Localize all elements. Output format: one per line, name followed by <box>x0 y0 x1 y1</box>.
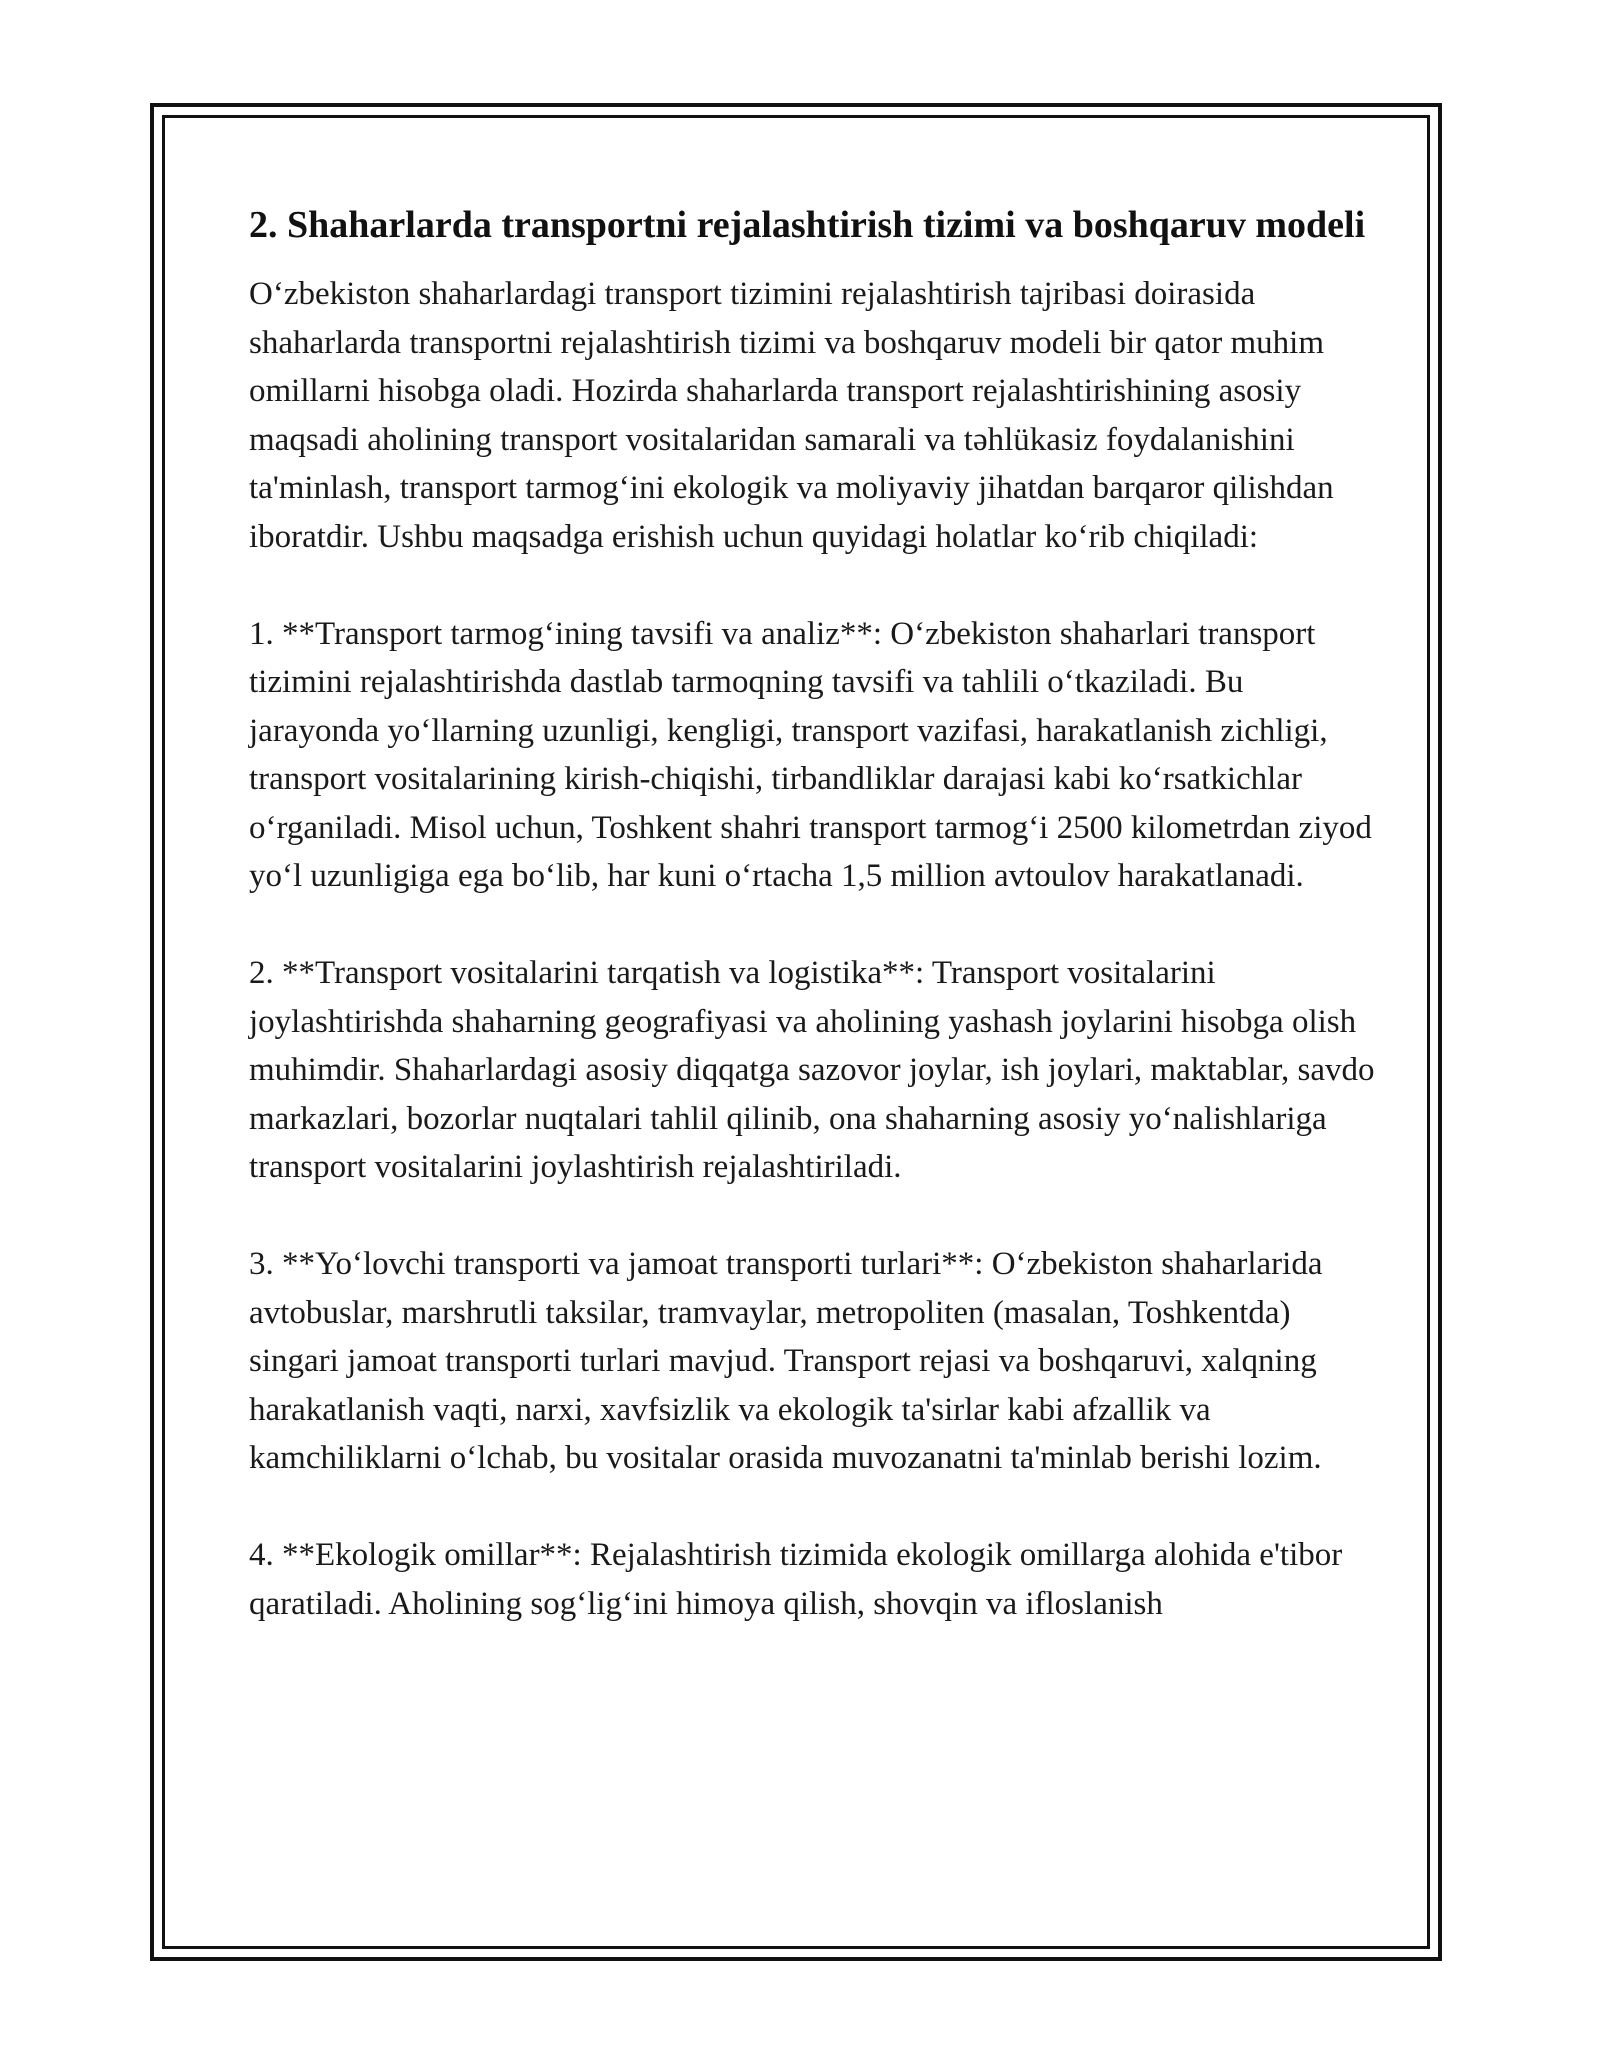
section-heading: 2. Shaharlarda transportni rejalashtirish tizimi va boshqaruv modeli <box>249 204 1366 246</box>
paragraph-item-2: 2. **Transport vositalarini tarqatish va logistika**: Transport vositalarini joylashtirishda shaharning geografiyasi va aholining yashash joylarini hisobga olish muhimdir. Shaharlardagi asosiy diqqatga sazovor joylar, ish joylari, maktablar, savdo markazlari, bozorlar nuqtalari tahlil qilinib, ona shaharning asosiy yo‘nalishlariga transport vositalarini joylashtirish rejalashtiriladi. <box>249 955 1375 1185</box>
document-body <box>249 198 1379 1628</box>
paragraph-item-3: 3. **Yo‘lovchi transporti va jamoat transporti turlari**: O‘zbekiston shaharlarida avtobuslar, marshrutli taksilar, tramvaylar, metropoliten (masalan, Toshkentda) singari jamoat transporti turlari mavjud. Transport rejasi va boshqaruvi, xalqning harakatlanish vaqti, narxi, xavfsizlik va ekologik ta'sirlar kabi afzallik va kamchiliklarni o‘lchab, bu vositalar orasida muvozanatni ta'minlab berishi lozim. <box>249 1246 1323 1476</box>
paragraph-item-1: 1. **Transport tarmog‘ining tavsifi va analiz**: O‘zbekiston shaharlari transport tizimini rejalashtirishda dastlab tarmoqning tavsifi va tahlili o‘tkaziladi. Bu jarayonda yo‘llarning uzunligi, kengligi, transport vazifasi, harakatlanish zichligi, transport vositalarining kirish-chiqishi, tirbandliklar darajasi kabi ko‘rsatkichlar o‘rganiladi. Misol uchun, Toshkent shahri transport tarmog‘i 2500 kilometrdan ziyod yo‘l uzunligiga ega bo‘lib, har kuni o‘rtacha 1,5 million avtoulov harakatlanadi. <box>249 615 1372 894</box>
page-border-inner <box>162 115 1430 1949</box>
paragraph-intro: O‘zbekiston shaharlardagi transport tizimini rejalashtirish tajribasi doirasida shaharlarda transportni rejalashtirish tizimi va boshqaruv modeli bir qator muhim omillarni hisobga oladi. Hozirda shaharlarda transport rejalashtirishining asosiy maqsadi aholining transport vositalaridan samarali va təhlükasiz foydalanishini ta'minlash, transport tarmog‘ini ekologik va moliyaviy jihatdan barqaror qilishdan iboratdir. Ushbu maqsadga erishish uchun quyidagi holatlar ko‘rib chiqiladi: <box>249 276 1334 555</box>
page-border-outer <box>150 103 1442 1961</box>
paragraph-item-4: 4. **Ekologik omillar**: Rejalashtirish tizimida ekologik omillarga alohida e'tibor qaratiladi. Aholining sog‘lig‘ini himoya qilish, shovqin va ifloslanish <box>249 1537 1343 1622</box>
